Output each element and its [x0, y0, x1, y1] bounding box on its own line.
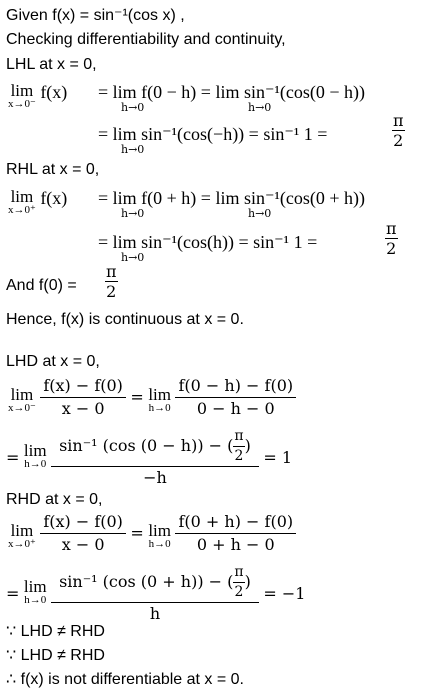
limit-operator: lim h→0 [148, 385, 171, 414]
sub-h0: h→0 [248, 207, 272, 220]
rhd-fraction: sin⁻¹ (cos (0 + h)) − ( $\frac{\pi}{2}$ ) h [51, 564, 259, 624]
limit-operator: lim h→0 [23, 577, 47, 606]
limit-operator: lim x→0⁻ [8, 81, 36, 110]
differentiability-conclusion: ∴ f(x) is not differentiable at x = 0. [6, 671, 244, 688]
pi-over-2-fraction: $\frac{\pi}{2}$ [393, 111, 404, 150]
limit-operator: lim x→0⁻ [8, 385, 36, 414]
lhl-line-1-rhs: = lim f(0 − h) = lim sin⁻¹(cos(0 − h)) [98, 82, 365, 102]
pi-over-2-fraction: $\frac{\pi}{2}$ [106, 262, 117, 301]
since-line-1: ∵ LHD ≠ RHD [6, 623, 105, 640]
continuity-conclusion: Hence, f(x) is continuous at x = 0. [6, 311, 244, 328]
since-line-2: ∵ LHD ≠ RHD [6, 647, 105, 664]
difference-quotient: $\frac{f(x) - f(0)}{x - 0}$ [40, 376, 126, 419]
given-line: Given f(x) = sin⁻¹(cos x) , [6, 7, 185, 24]
difference-quotient: $\frac{f(x) - f(0)}{x - 0}$ [40, 512, 126, 555]
limit-operator: lim h→0 [23, 441, 47, 470]
limit-operator: lim x→0⁺ [8, 187, 36, 216]
difference-quotient-h: $\frac{f(0 + h) - f(0)}{0 + h - 0}$ [175, 512, 296, 555]
rhl-heading: RHL at x = 0, [6, 161, 100, 178]
sub-h0: h→0 [121, 251, 145, 264]
lhd-line-2: = lim h→0 sin⁻¹ (cos (0 − h)) − ( $\frac{\pi}{2}$ ) −h = 1 [6, 428, 293, 487]
lhl-heading: LHL at x = 0, [6, 56, 97, 73]
rhl-line-2-rhs: = lim sin⁻¹(cos(h)) = sin⁻¹ 1 = [98, 232, 318, 252]
lhd-line-1: lim x→0⁻ $\frac{f(x) - f(0)}{x - 0}$ = lim h→0 $\frac{f(0 - h) - f(0)}{0 - h - 0}$ [8, 376, 296, 419]
lhd-heading: LHD at x = 0, [6, 353, 100, 370]
fx-text: f(x) [40, 82, 68, 102]
lhl-line-2-rhs: = lim sin⁻¹(cos(−h)) = sin⁻¹ 1 = [98, 124, 328, 144]
limit-operator: lim x→0⁺ [8, 521, 36, 550]
limit-operator: lim h→0 [148, 521, 171, 550]
pi-over-2-fraction: $\frac{\pi}{2}$ [386, 219, 397, 258]
rhl-line-1-rhs: = lim f(0 + h) = lim sin⁻¹(cos(0 + h)) [98, 188, 365, 208]
sub-h0: h→0 [121, 101, 145, 114]
lhd-fraction: sin⁻¹ (cos (0 − h)) − ( $\frac{\pi}{2}$ ) −h [51, 428, 259, 488]
sub-h0: h→0 [121, 143, 145, 156]
and-f0-line: And f(0) = [6, 277, 77, 294]
difference-quotient-h: $\frac{f(0 - h) - f(0)}{0 - h - 0}$ [175, 376, 296, 419]
rhd-line-1: lim x→0⁺ $\frac{f(x) - f(0)}{x - 0}$ = lim h→0 $\frac{f(0 + h) - f(0)}{0 + h - 0}$ [8, 512, 296, 555]
rhl-line-1 [8, 188, 67, 216]
lhl-line-1 [8, 82, 67, 110]
rhd-heading: RHD at x = 0, [6, 491, 103, 508]
checking-line: Checking differentiability and continuity, [6, 31, 286, 48]
rhd-line-2: = lim h→0 sin⁻¹ (cos (0 + h)) − ( $\frac{\pi}{2}$ ) h = −1 [6, 564, 306, 623]
sub-h0: h→0 [121, 207, 145, 220]
sub-h0: h→0 [248, 101, 272, 114]
fx-text: f(x) [40, 188, 68, 208]
